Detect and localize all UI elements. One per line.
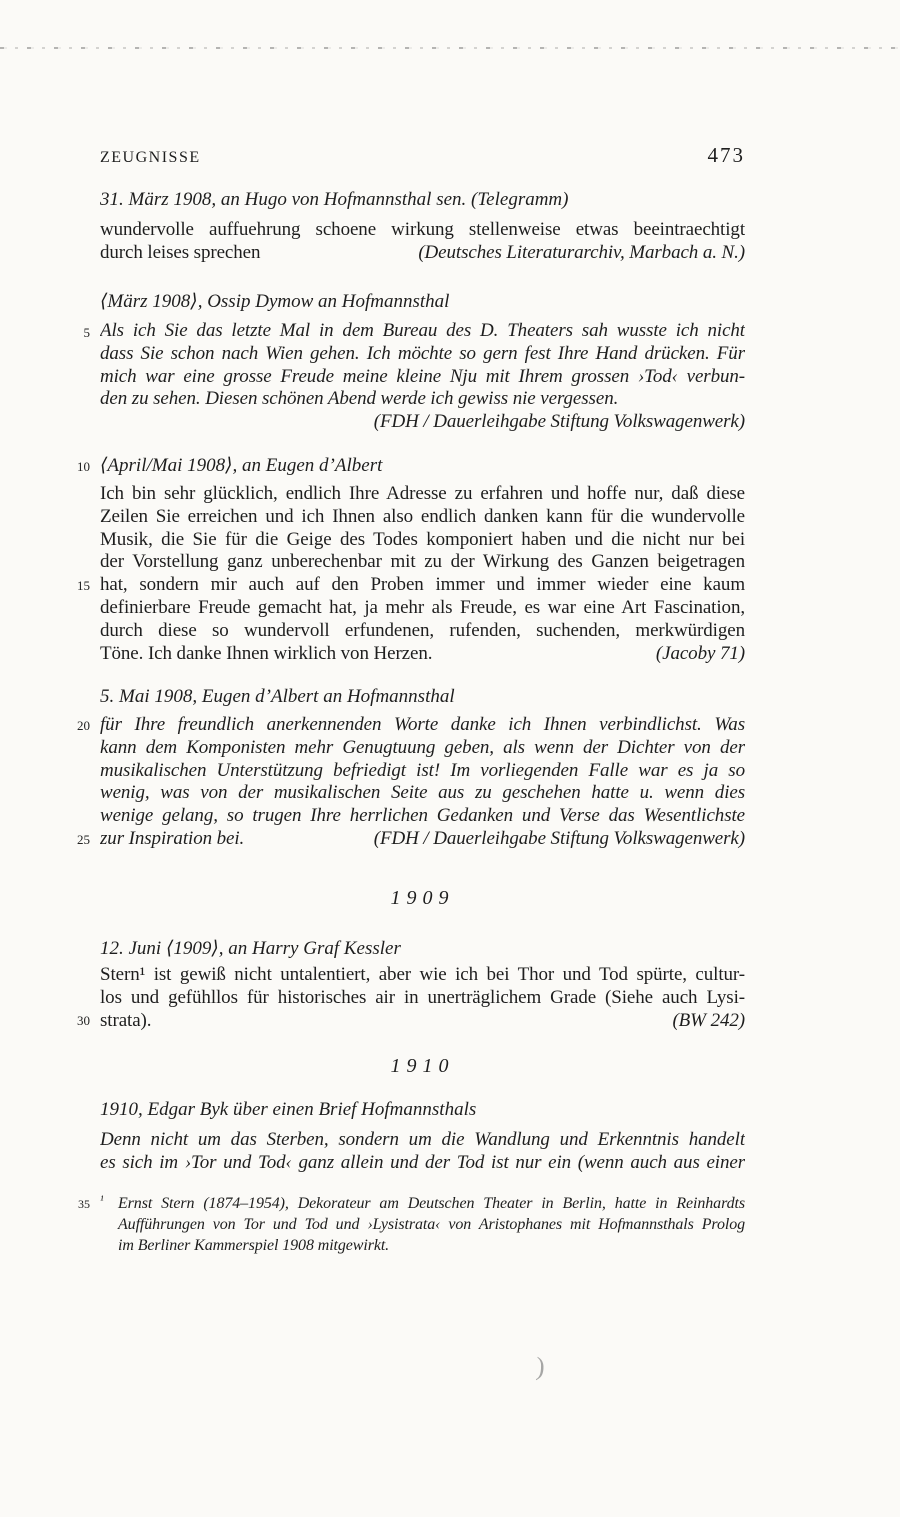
source-citation: (Jacoby 71): [655, 642, 745, 664]
body-line: wundervolle auffuehrung schoene wirkung stellenweise etwas beeintraechtigt: [100, 219, 745, 240]
body-line-with-source: [100, 643, 745, 666]
body-line: kann dem Komponisten mehr Genugtuung geben, als wenn der Dichter von der: [100, 736, 745, 758]
margin-line-number: 30: [77, 1013, 90, 1028]
body-line: hat, sondern mir auch auf den Proben immer und immer wieder eine kaum: [100, 574, 745, 596]
source-citation: (FDH / Dauerleihgabe Stiftung Volkswagenwerk): [373, 411, 745, 433]
body-line-with-source: [100, 1010, 745, 1033]
body-line: zur Inspiration bei.: [100, 827, 245, 849]
entry-body-byk: [100, 1129, 745, 1175]
body-line: der Vorstellung ganz unberechenbar mit zu der Wirkung des Ganzen beigetragen: [100, 551, 745, 573]
entry-heading-byk: 1910, Edgar Byk über einen Brief Hofmannsthals: [100, 1099, 477, 1120]
body-line-with-source: [100, 242, 745, 265]
entry-body-dymow: [100, 320, 745, 434]
source-citation: (Deutsches Literaturarchiv, Marbach a. N.): [418, 241, 745, 263]
body-line: Zeilen Sie erreichen und ich Ihnen also endlich danken kann für die wundervolle: [100, 505, 745, 527]
body-line: Als ich Sie das letzte Mal in dem Bureau des D. Theaters sah wusste ich nicht: [100, 320, 745, 341]
footnote-line: im Berliner Kammerspiel 1908 mitgewirkt.: [118, 1237, 390, 1254]
footnote-line: Aufführungen von Tor und Tod und ›Lysistrata‹ von Aristophanes mit Hofmannsthals Prolog: [118, 1216, 745, 1233]
body-line: wenig, was von der musikalischen Seite aus zu geschehen hatte u. wenn dies: [100, 782, 745, 804]
margin-line-number: 15: [77, 578, 90, 593]
entry-heading-dymow: ⟨März 1908⟩, Ossip Dymow an Hofmannsthal: [100, 291, 450, 312]
section-year-1910: 1910: [390, 1055, 455, 1077]
body-line: es sich im ›Tor und Tod‹ ganz allein und der Tod ist nur ein (wenn auch aus einer: [100, 1151, 745, 1173]
margin-line-number: 10: [77, 459, 90, 474]
entry-heading-dalbert: ⟨April/Mai 1908⟩, an Eugen d’Albert: [100, 455, 383, 476]
margin-line-number: 35: [78, 1197, 90, 1211]
body-line: für Ihre freundlich anerkennenden Worte danke ich Ihnen verbindlichst. Was: [100, 714, 745, 735]
entry-heading-telegram: 31. März 1908, an Hugo von Hofmannsthal sen. (Telegramm): [100, 189, 569, 210]
scan-artifact-mark: ): [535, 1351, 546, 1382]
running-header: [100, 143, 745, 168]
margin-line-number: 25: [77, 832, 90, 847]
body-line: Stern¹ ist gewiß nicht untalentiert, aber wie ich bei Thor und Tod spürte, cultur-: [100, 964, 745, 985]
body-line: Denn nicht um das Sterben, sondern um die Wandlung und Erkenntnis handelt: [100, 1129, 745, 1150]
body-line: definierbare Freude gemacht hat, ja mehr als Freude, es war eine Art Fascination,: [100, 596, 745, 618]
header-title: ZEUGNISSE: [100, 149, 201, 166]
body-line: durch diese so wundervoll erfundenen, rufenden, suchenden, merkwürdigen: [100, 619, 745, 641]
body-line: Ich bin sehr glücklich, endlich Ihre Adresse zu erfahren und hoffe nur, daß diese: [100, 483, 745, 504]
footnote: [100, 1193, 745, 1256]
section-year-1909: 1909: [390, 887, 455, 909]
entry-heading-dalbert-reply: 5. Mai 1908, Eugen d’Albert an Hofmannsthal: [100, 686, 455, 707]
margin-line-number: 20: [77, 718, 90, 733]
footnote-marker: ¹: [100, 1193, 104, 1207]
body-line: durch leises sprechen: [100, 241, 261, 263]
body-line: den zu sehen. Diesen schönen Abend werde ich gewiss nie vergessen.: [100, 388, 619, 410]
body-line: Töne. Ich danke Ihnen wirklich von Herzen.: [100, 642, 433, 664]
body-line: Musik, die Sie für die Geige des Todes komponiert haben und die nicht nur bei: [100, 528, 745, 550]
source-citation: (BW 242): [672, 1009, 745, 1031]
entry-body-dalbert: [100, 483, 745, 665]
source-citation: (FDH / Dauerleihgabe Stiftung Volkswagenwerk): [373, 827, 745, 849]
entry-body-telegram: [100, 219, 745, 265]
body-line: wenige gelang, so trugen Ihre herrlichen Gedanken und Verse das Wesentlichste: [100, 805, 745, 827]
entry-body-dalbert-reply: [100, 714, 745, 851]
entry-body-kessler: [100, 964, 745, 1032]
body-line: los und gefühllos für historisches air in unerträglichem Grade (Siehe auch Lysi-: [100, 986, 745, 1008]
margin-line-number: 5: [83, 325, 90, 340]
body-line: musikalischen Unterstützung befriedigt ist! Im vorliegenden Falle war es ja so: [100, 759, 745, 781]
scan-artifact-line: [0, 47, 900, 49]
entry-heading-kessler: 12. Juni ⟨1909⟩, an Harry Graf Kessler: [100, 938, 401, 959]
footnote-line: Ernst Stern (1874–1954), Dekorateur am Deutschen Theater in Berlin, hatte in Reinhardts: [118, 1195, 745, 1212]
body-line: strata).: [100, 1009, 152, 1031]
body-line: dass Sie schon nach Wien gehen. Ich möchte so gern fest Ihre Hand drücken. Für: [100, 342, 745, 364]
body-line-with-source: [100, 828, 745, 851]
page-number: 473: [707, 143, 745, 167]
body-line: mich war eine grosse Freude meine kleine Nju mit Ihrem grossen ›Tod‹ verbun-: [100, 365, 745, 387]
